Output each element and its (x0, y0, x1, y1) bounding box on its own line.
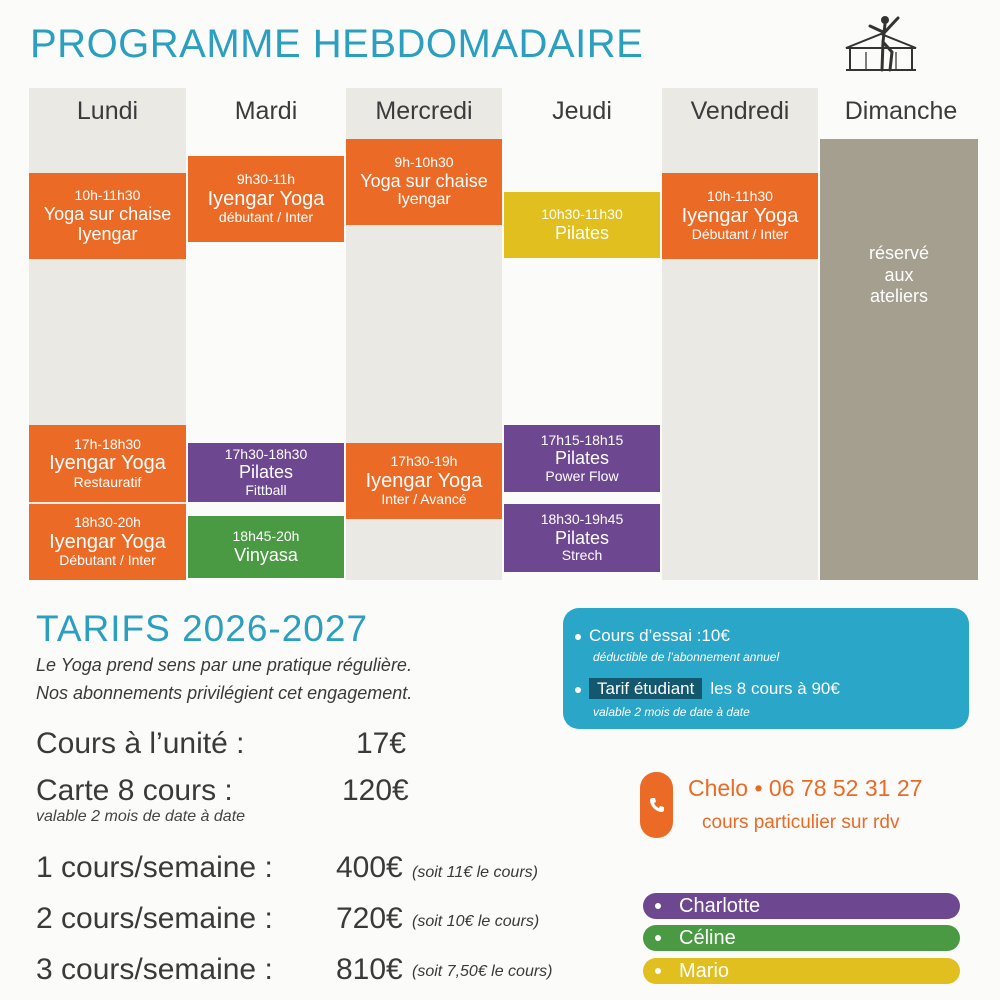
class-time: 9h-10h30 (394, 154, 454, 171)
class-subtitle: Iyengar (397, 190, 451, 208)
trial-text: Cours d’essai :10€ (589, 626, 730, 645)
class-name: Pilates (238, 462, 294, 483)
class-name: Iyengar Yoga (365, 469, 483, 492)
class-block-friday-morning (662, 173, 818, 259)
class-time: 17h-18h30 (74, 435, 141, 452)
class-block-tuesday-evening-1 (188, 443, 344, 502)
class-time: 18h30-20h (74, 514, 141, 531)
student-tag: Tarif étudiant (589, 678, 702, 699)
sunday-line-3: ateliers (869, 286, 929, 307)
class-block-tuesday-evening-2 (188, 516, 344, 578)
bullet-icon (575, 634, 581, 640)
teacher-name: Céline (679, 926, 736, 949)
day-label-lundi: Lundi (76, 97, 139, 125)
price-unit-label: Cours à l’unité : (36, 727, 245, 760)
day-label-mardi: Mardi (234, 97, 298, 125)
class-subtitle: Débutant / Inter (691, 226, 789, 243)
price-week2-value: 720€ (336, 902, 403, 935)
info-box (563, 608, 969, 729)
price-week1-value: 400€ (336, 851, 403, 884)
teacher-pill-mario (643, 958, 960, 984)
phone-icon (640, 772, 673, 838)
class-subtitle: Restauratif (73, 473, 142, 490)
class-time: 9h30-11h (236, 171, 296, 188)
class-time: 17h15-18h15 (540, 431, 624, 448)
yoga-pose-logo-icon (840, 12, 922, 72)
sunday-reserved-block (820, 139, 978, 580)
class-name: Iyengar Yoga (681, 204, 799, 227)
price-week3-note: (soit 7,50€ le cours) (412, 963, 553, 980)
class-subtitle: Fittball (245, 481, 287, 498)
price-week1-note: (soit 11€ le cours) (412, 864, 538, 881)
class-name: Pilates (554, 448, 610, 469)
class-block-wednesday-morning (346, 139, 502, 225)
class-block-thursday-morning (504, 192, 660, 258)
class-name: Iyengar Yoga (49, 530, 166, 553)
class-subtitle: Débutant / Inter (59, 552, 156, 569)
class-time: 10h-11h30 (707, 188, 773, 205)
teacher-name: Charlotte (679, 894, 761, 917)
teacher-pill-charlotte (643, 893, 960, 919)
class-block-wednesday-evening (346, 443, 502, 519)
contact-name-phone: Chelo • 06 78 52 31 27 (688, 775, 923, 801)
class-block-monday-evening-2 (29, 504, 186, 580)
price-card-value: 120€ (342, 774, 409, 807)
class-subtitle: Inter / Avancé (381, 491, 467, 508)
class-time: 18h45-20h (232, 528, 300, 545)
price-card-label: Carte 8 cours : (36, 774, 233, 807)
day-label-dimanche: Dimanche (844, 97, 958, 125)
trial-note: déductible de l’abonnement annuel (593, 650, 780, 664)
class-subtitle: débutant / Inter (218, 209, 314, 226)
class-block-tuesday-morning (188, 156, 344, 242)
day-label-jeudi: Jeudi (552, 97, 612, 125)
tarifs-intro-line-1: Le Yoga prend sens par une pratique régulière. (36, 655, 412, 675)
contact-note: cours particulier sur rdv (702, 812, 900, 833)
price-week2-label: 2 cours/semaine : (36, 902, 273, 935)
student-line (575, 679, 840, 699)
class-name: Yoga sur chaise (360, 170, 488, 191)
class-subtitle: Strech (561, 547, 603, 564)
tarifs-title: TARIFS 2026-2027 (36, 608, 369, 649)
bullet-icon (655, 935, 661, 941)
sunday-line-1: réservé (868, 243, 930, 263)
class-name: Pilates (554, 222, 610, 243)
class-time: 10h30-11h30 (541, 206, 623, 223)
price-week3-value: 810€ (336, 953, 403, 986)
day-label-mercredi: Mercredi (375, 97, 473, 125)
student-note: valable 2 mois de date à date (593, 705, 750, 719)
class-subtitle: Iyengar (77, 223, 138, 244)
class-block-monday-evening-1 (29, 425, 186, 502)
class-subtitle: Power Flow (545, 467, 619, 484)
class-time: 17h30-19h (390, 453, 458, 470)
page-title: PROGRAMME HEBDOMADAIRE (30, 22, 644, 66)
bullet-icon (655, 903, 661, 909)
class-block-monday-morning (29, 173, 186, 259)
day-label-vendredi: Vendredi (690, 97, 790, 125)
bullet-icon (655, 968, 661, 974)
price-week2-note: (soit 10€ le cours) (412, 913, 540, 930)
sunday-line-2: aux (884, 264, 914, 285)
trial-line (575, 626, 730, 646)
class-time: 17h30-18h30 (224, 445, 308, 462)
price-week3-label: 3 cours/semaine : (36, 953, 273, 986)
class-time: 18h30-19h45 (540, 511, 624, 528)
class-time: 10h-11h30 (74, 187, 141, 203)
day-column-vendredi (662, 88, 818, 580)
price-week1-label: 1 cours/semaine : (36, 851, 273, 884)
class-name: Iyengar Yoga (49, 452, 166, 475)
price-unit-value: 17€ (356, 727, 407, 760)
class-block-thursday-evening-2 (504, 504, 660, 572)
student-price: les 8 cours à 90€ (710, 679, 840, 698)
class-name: Vinyasa (234, 544, 298, 565)
teacher-pill-celine (643, 925, 960, 951)
class-block-thursday-evening-1 (504, 425, 660, 492)
class-name: Pilates (554, 527, 610, 548)
class-name: Yoga sur chaise (43, 203, 172, 224)
teacher-name: Mario (679, 959, 730, 982)
class-name: Iyengar Yoga (207, 187, 325, 210)
bullet-icon (575, 687, 581, 693)
tarifs-intro-line-2: Nos abonnements privilégient cet engagement. (36, 683, 413, 703)
price-card-note: valable 2 mois de date à date (36, 808, 246, 825)
